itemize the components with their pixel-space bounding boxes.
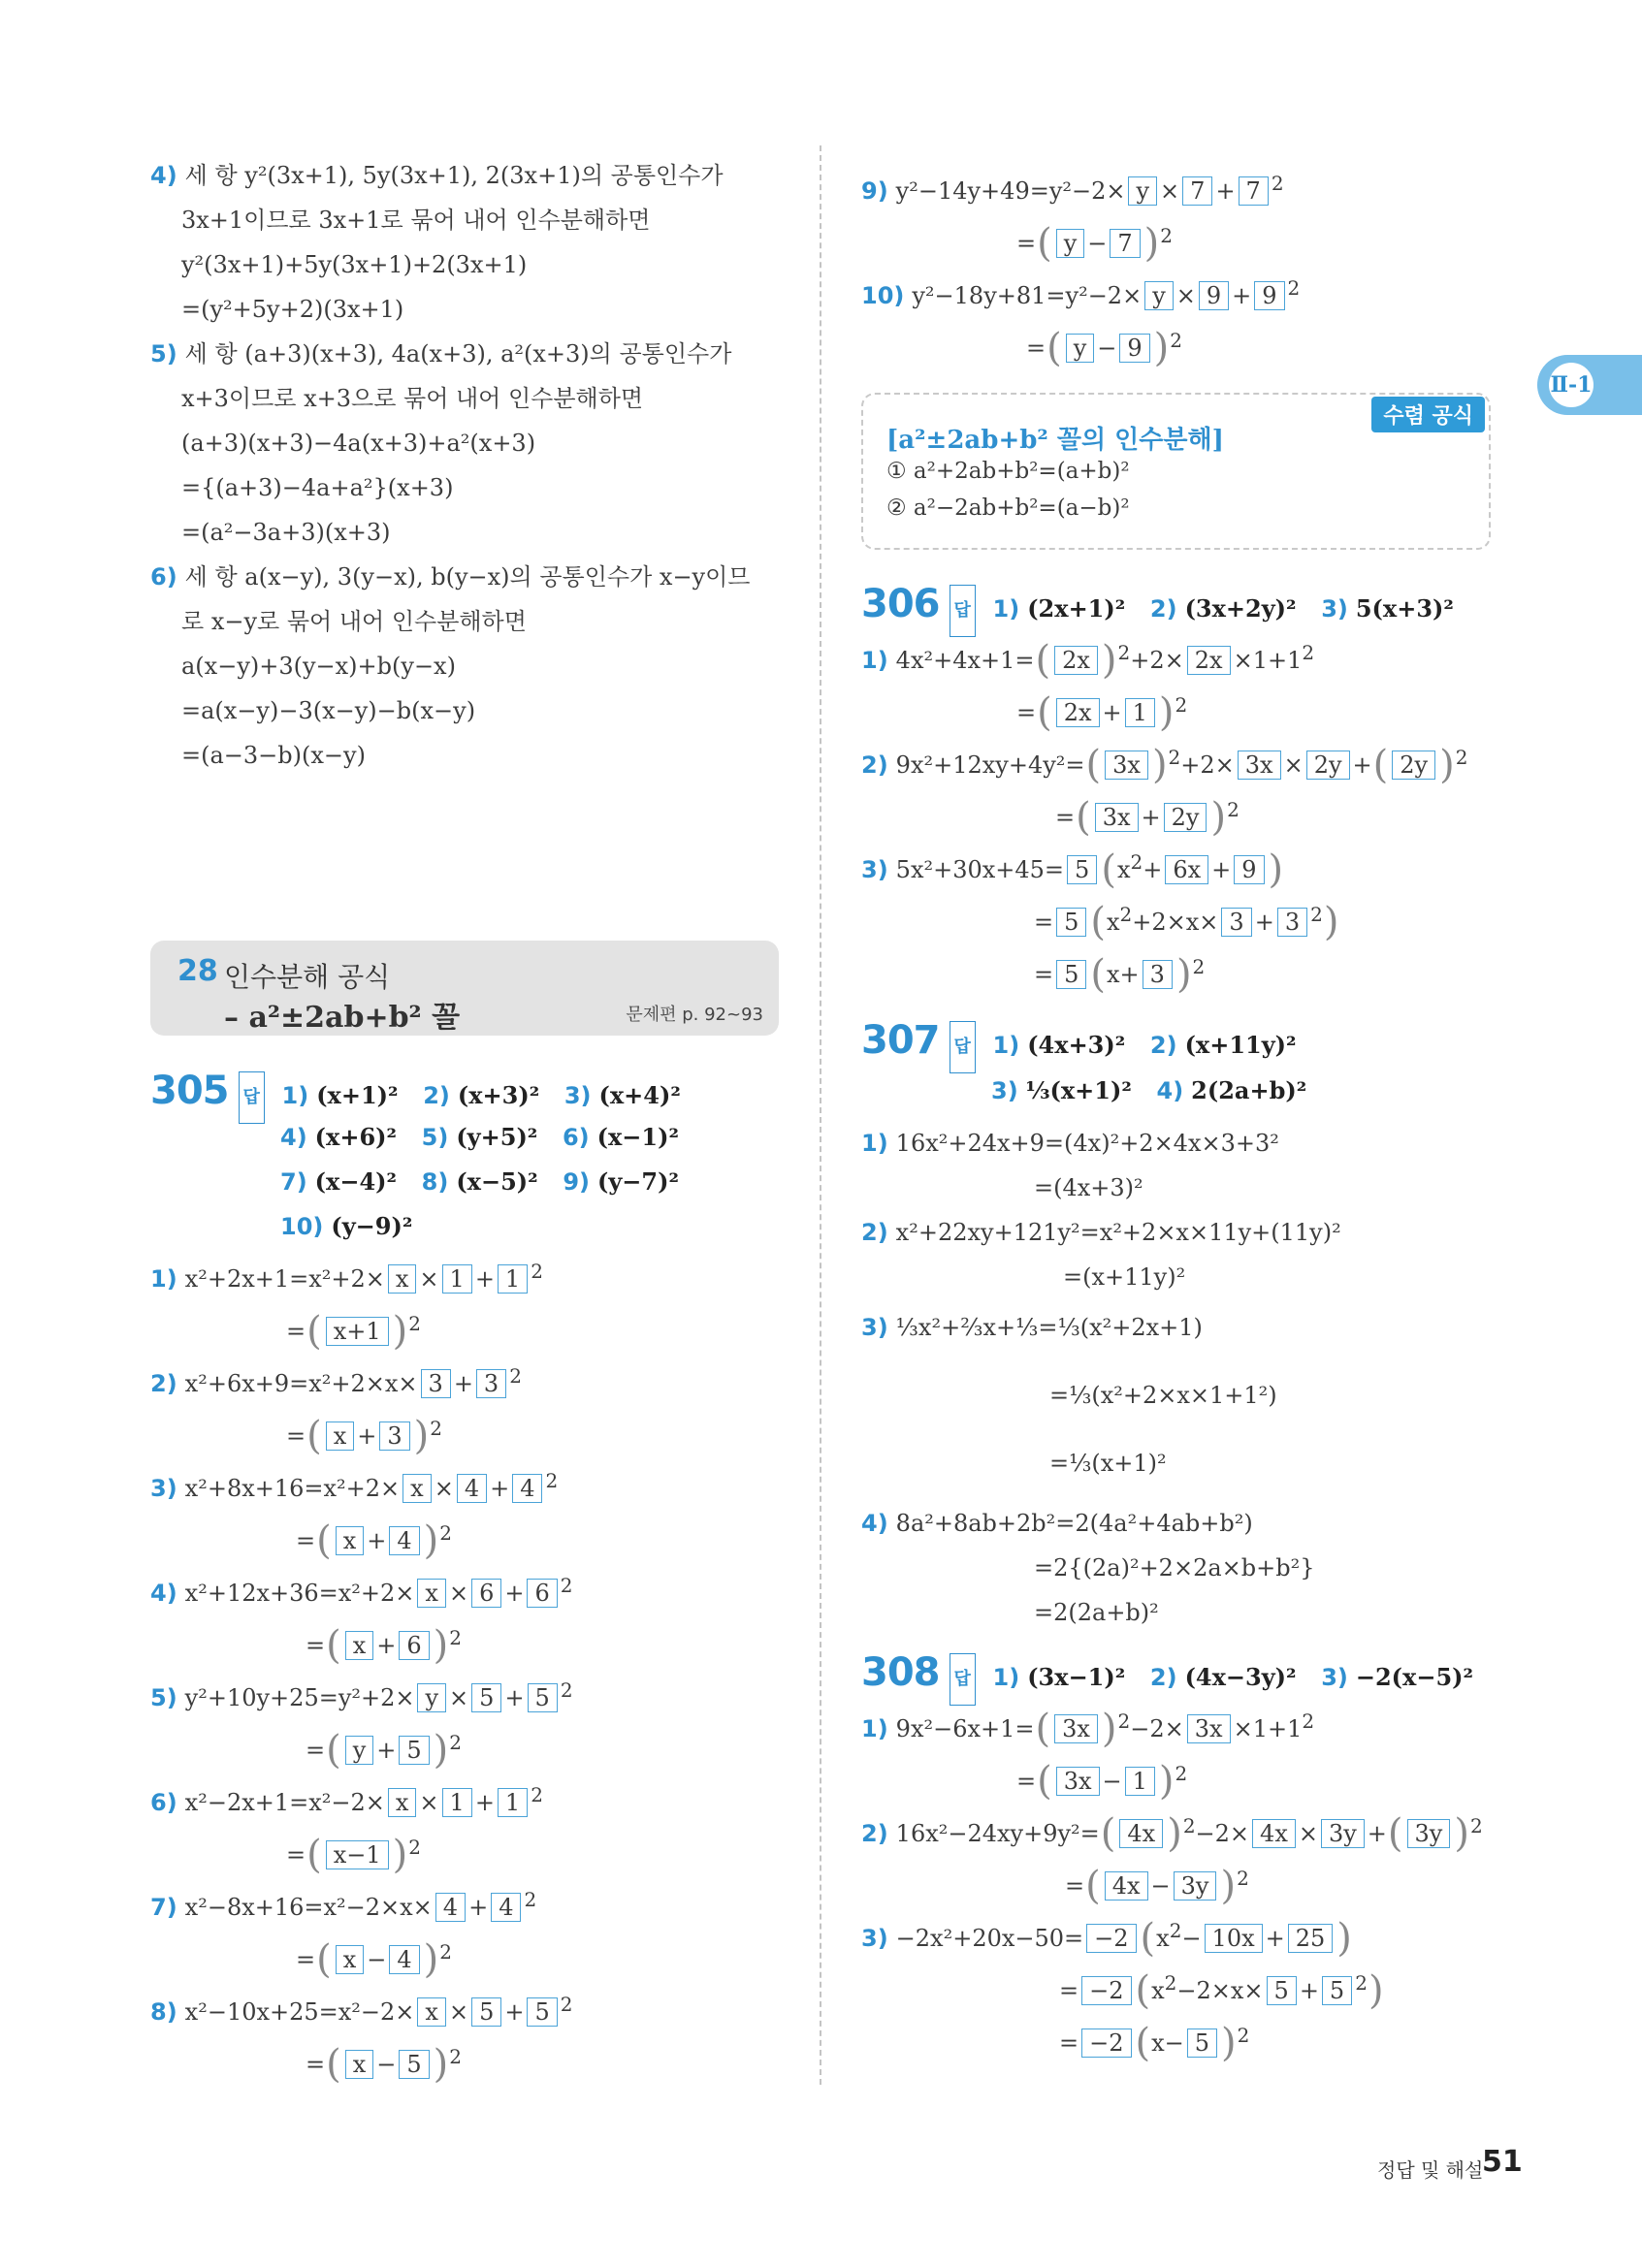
problem-305-answers-row-4: 10) (y−9)² (280, 1212, 413, 1240)
answer-badge: 답 (950, 1021, 976, 1073)
formula-tag: 수렴 공식 (1371, 397, 1485, 432)
section-header (150, 941, 779, 1036)
section-page-reference: 문제편 p. 92~93 (626, 1005, 763, 1025)
problem-305-step-5-result: =( y + 5 )$^2$ (306, 1728, 463, 1773)
problem-305-step-3: 3) x²+8x+16=x²+2× x × 4 + 4 $^2$ (150, 1469, 559, 1502)
formula-line-2: ② a²−2ab+b²=(a−b)² (886, 495, 1130, 521)
problem-305-step-2: 2) x²+6x+9=x²+2×x× 3 + 3 $^2$ (150, 1364, 522, 1397)
problem-308-step-3: 3) −2x²+20x−50= −2 ($x^2- 10x + 25$ ) (861, 1916, 1352, 1961)
problem-305-answers-row-2: 4) (x+6)² 5) (y+5)² 6) (x−1)² (280, 1123, 679, 1151)
problem-308-step-1: 1) 9x²−6x+1=( 3x )$^2-2\times 3x \times 1+1^2$ (861, 1707, 1315, 1751)
problem-306-step-2-result: =( 3x + 2y )$^2$ (1055, 795, 1240, 840)
problem-305-step-5: 5) y²+10y+25=y²+2× y × 5 + 5 $^2$ (150, 1678, 573, 1711)
solution-6-line-2: 로 x−y로 묶어 내어 인수분해하면 (181, 608, 527, 635)
problem-305-number: 305 (150, 1069, 229, 1113)
problem-306-step-1: 1) 4x²+4x+1=( 2x )$^2+2\times 2x \times 1+1^2$ (861, 638, 1315, 683)
problem-307-step-4: 4) 8a²+8ab+2b²=2(4a²+4ab+b²) (861, 1510, 1253, 1537)
problem-305-step-9-result: =( y − 7 )$^2$ (1016, 221, 1174, 266)
problem-308-step-1-result: =( 3x − 1 )$^2$ (1016, 1759, 1188, 1804)
section-title: 인수분해 공식 (224, 961, 391, 993)
solution-5-line-2: x+3이므로 x+3으로 묶어 내어 인수분해하면 (181, 385, 644, 412)
problem-305-step-9: 9) y²−14y+49=y²−2× y × 7 + 7 $^2$ (861, 172, 1284, 205)
problem-305-step-6-result: =( x−1 )$^2$ (286, 1833, 421, 1877)
problem-305-step-7: 7) x²−8x+16=x²−2×x× 4 + 4 $^2$ (150, 1888, 537, 1921)
formula-title: [a²±2ab+b² 꼴의 인수분해] (886, 426, 1224, 455)
solution-5-line-4: ={(a+3)−4a+a²}(x+3) (181, 474, 454, 501)
problem-305-step-4-result: =( x + 6 )$^2$ (306, 1623, 462, 1668)
problem-308-step-3-result: = −2 (x− 5 )$^2$ (1059, 2021, 1250, 2065)
problem-308-number: 308 (861, 1650, 940, 1695)
problem-305-step-8: 8) x²−10x+25=x²−2× x × 5 + 5 $^2$ (150, 1993, 573, 2026)
solution-5-line-1: 5) 세 항 (a+3)(x+3), 4a(x+3), a²(x+3)의 공통인수가 (150, 340, 732, 367)
problem-306-number: 306 (861, 582, 940, 626)
problem-307-number: 307 (861, 1018, 940, 1063)
problem-305-step-6: 6) x²−2x+1=x²−2× x × 1 + 1 $^2$ (150, 1783, 543, 1816)
problem-308-step-2-result: =( 4x − 3y )$^2$ (1065, 1864, 1249, 1908)
page-number: 51 (1482, 2145, 1523, 2179)
solution-6-line-3: a(x−y)+3(y−x)+b(y−x) (181, 653, 456, 680)
solution-4-line-1: 4) 세 항 y²(3x+1), 5y(3x+1), 2(3x+1)의 공통인수가 (150, 162, 724, 189)
solution-6-line-5: =(a−3−b)(x−y) (181, 742, 366, 769)
solution-5-line-5: =(a²−3a+3)(x+3) (181, 519, 391, 546)
problem-305-step-10-result: =( y − 9 )$^2$ (1026, 326, 1183, 370)
problem-305-step-1-result: =( x+1 )$^2$ (286, 1309, 421, 1354)
footer-label: 정답 및 해설 (1377, 2158, 1484, 2182)
problem-305-step-3-result: =( x + 4 )$^2$ (296, 1518, 452, 1563)
problem-307-step-4-result: =2(2a+b)² (1034, 1599, 1159, 1626)
solution-5-line-3: (a+3)(x+3)−4a(x+3)+a²(x+3) (181, 430, 536, 457)
problem-306-answers: 306 답 1) (2x+1)² 2) (3x+2y)² 3) 5(x+3)² (861, 580, 1471, 637)
section-formula: – a²±2ab+b² 꼴 (224, 1001, 461, 1035)
problem-306-step-3-result: = 5 (x+ 3 )$^2$ (1034, 952, 1206, 997)
answer-badge: 답 (950, 585, 976, 637)
chapter-badge: Ⅱ-1 (1549, 363, 1594, 407)
problem-306-step-3-line-2: = 5 ($x^2+2\times x\times 3 + 3$ $^2$) (1034, 900, 1339, 944)
problem-308-answers: 308 답 1) (3x−1)² 2) (4x−3y)² 3) −2(x−5)² (861, 1648, 1491, 1706)
problem-307-answers-row-2: 3) ⅓(x+1)² 4) 2(2a+b)² (991, 1076, 1307, 1104)
problem-305-step-4: 4) x²+12x+36=x²+2× x × 6 + 6 $^2$ (150, 1574, 573, 1607)
solution-6-line-4: =a(x−y)−3(x−y)−b(x−y) (181, 697, 476, 724)
problem-305-answers-row-1: 305 답 1) (x+1)² 2) (x+3)² 3) (x+4)² (150, 1067, 698, 1124)
solution-4-line-4: =(y²+5y+2)(3x+1) (181, 296, 404, 323)
problem-307-answers-row-1: 307 답 1) (4x+3)² 2) (x+11y)² (861, 1016, 1314, 1073)
section-number: 28 (177, 954, 218, 988)
answer-badge: 답 (239, 1071, 265, 1124)
problem-306-step-2: 2) 9x²+12xy+4y²=( 3x )$^2$+2× 3x × 2y +( 2y )$^2$ (861, 743, 1468, 787)
problem-307-step-2-result: =(x+11y)² (1063, 1263, 1186, 1291)
problem-305-step-7-result: =( x − 4 )$^2$ (296, 1937, 452, 1982)
answer-badge: 답 (950, 1653, 976, 1706)
formula-line-1: ① a²+2ab+b²=(a+b)² (886, 459, 1130, 484)
problem-306-step-1-result: =( 2x + 1 )$^2$ (1016, 690, 1188, 735)
problem-307-step-1-result: =(4x+3)² (1034, 1174, 1143, 1201)
problem-307-step-1: 1) 16x²+24x+9=(4x)²+2×4x×3+3² (861, 1130, 1279, 1157)
problem-307-step-3-line-2: =⅓(x²+2×x×1+1²) (1049, 1382, 1277, 1409)
formula-box (861, 393, 1491, 550)
solution-4-line-3: y²(3x+1)+5y(3x+1)+2(3x+1) (181, 251, 528, 278)
problem-307-step-3: 3) ⅓x²+⅔x+⅓=⅓(x²+2x+1) (861, 1314, 1203, 1341)
chapter-tab (1537, 355, 1642, 415)
problem-305-answers-row-3: 7) (x−4)² 8) (x−5)² 9) (y−7)² (280, 1167, 679, 1196)
column-divider (820, 145, 821, 2085)
problem-306-step-3: 3) 5x²+30x+45= 5 ($x^2+ 6x + 9$ ) (861, 847, 1284, 892)
problem-305-step-1: 1) x²+2x+1=x²+2× x × 1 + 1 $^2$ (150, 1260, 543, 1293)
problem-307-step-3-result: =⅓(x+1)² (1049, 1450, 1167, 1477)
solution-6-line-1: 6) 세 항 a(x−y), 3(y−x), b(y−x)의 공통인수가 x−y이므 (150, 563, 751, 591)
solution-4-line-2: 3x+1이므로 3x+1로 묶어 내어 인수분해하면 (181, 207, 651, 234)
problem-305-step-2-result: =( x + 3 )$^2$ (286, 1414, 442, 1458)
problem-307-step-4-line-2: =2{(2a)²+2×2a×b+b²} (1034, 1554, 1315, 1581)
problem-305-step-10: 10) y²−18y+81=y²−2× y × 9 + 9 $^2$ (861, 276, 1301, 309)
problem-305-step-8-result: =( x − 5 )$^2$ (306, 2042, 462, 2087)
problem-308-step-3-line-2: = −2 ($x^2-2\times x\times 5 + 5$ $^2$) (1059, 1968, 1384, 2013)
problem-308-step-2: 2) 16x²−24xy+9y²=( 4x )$^2$−2× 4x × 3y +( 3y )$^2$ (861, 1811, 1483, 1856)
problem-307-step-2: 2) x²+22xy+121y²=x²+2×x×11y+(11y)² (861, 1219, 1341, 1246)
